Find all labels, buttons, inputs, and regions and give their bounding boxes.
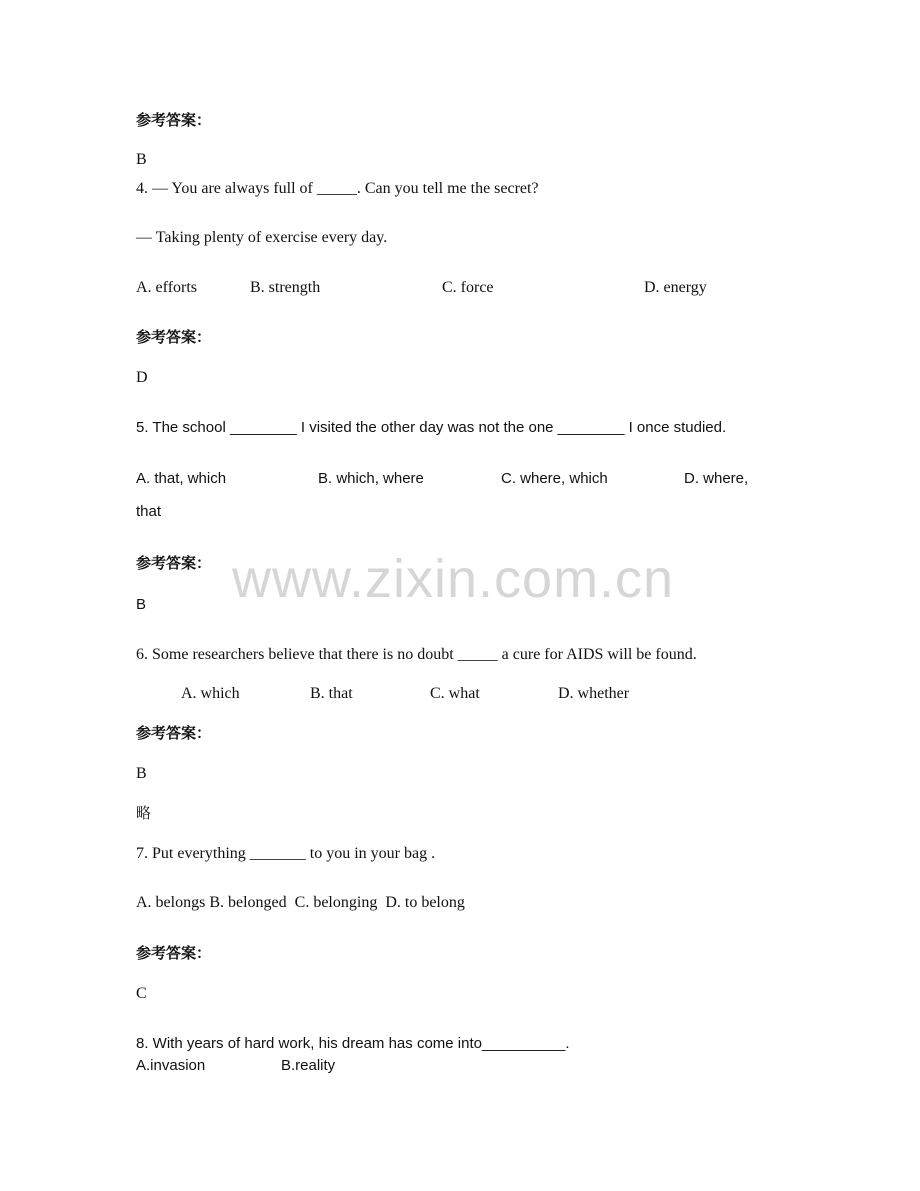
q8-option-b: B.reality [281, 1057, 336, 1074]
q4-option-a: A. efforts [136, 279, 198, 296]
q3-answer: B [136, 151, 147, 168]
q5-option-b: B. which, where [318, 470, 424, 487]
q4-question: 4. — You are always full of _____. Can you tell me the secret? [136, 180, 539, 197]
q5-option-d: D. where, [684, 470, 749, 487]
q6-option-a: A. which [181, 685, 240, 702]
answer-label: 参考答案： [136, 328, 212, 346]
answer-label: 参考答案： [136, 554, 212, 572]
q5-option-a: A. that, which [136, 470, 227, 487]
answer-label: 参考答案： [136, 111, 212, 129]
q4-option-d: D. energy [644, 279, 707, 296]
q6-answer: B [136, 765, 147, 782]
q4-reply: — Taking plenty of exercise every day. [136, 229, 388, 246]
q5-question: 5. The school ________ I visited the other day was not the one ________ I once studied. [136, 419, 727, 436]
q8-question: 8. With years of hard work, his dream has come into__________. [136, 1035, 570, 1052]
q4-option-c: C. force [442, 279, 494, 296]
q7-options: A. belongs B. belonged C. belonging D. to belong [136, 894, 465, 911]
q6-option-c: C. what [430, 685, 480, 702]
q7-question: 7. Put everything _______ to you in your bag . [136, 845, 436, 862]
q5-option-d-wrap: that [136, 503, 162, 520]
q8-option-a: A.invasion [136, 1057, 206, 1074]
q6-note: 略 [136, 804, 152, 822]
q6-option-d: D. whether [558, 685, 630, 702]
q4-answer: D [136, 369, 148, 386]
answer-label: 参考答案： [136, 724, 212, 742]
q5-option-c: C. where, which [501, 470, 608, 487]
q4-option-b: B. strength [250, 279, 321, 296]
watermark: www.zixin.com.cn [232, 549, 675, 609]
q5-answer: B [136, 596, 147, 613]
q6-option-b: B. that [310, 685, 353, 702]
answer-label: 参考答案： [136, 944, 212, 962]
q6-question: 6. Some researchers believe that there is no doubt _____ a cure for AIDS will be found. [136, 646, 697, 663]
q7-answer: C [136, 985, 147, 1002]
